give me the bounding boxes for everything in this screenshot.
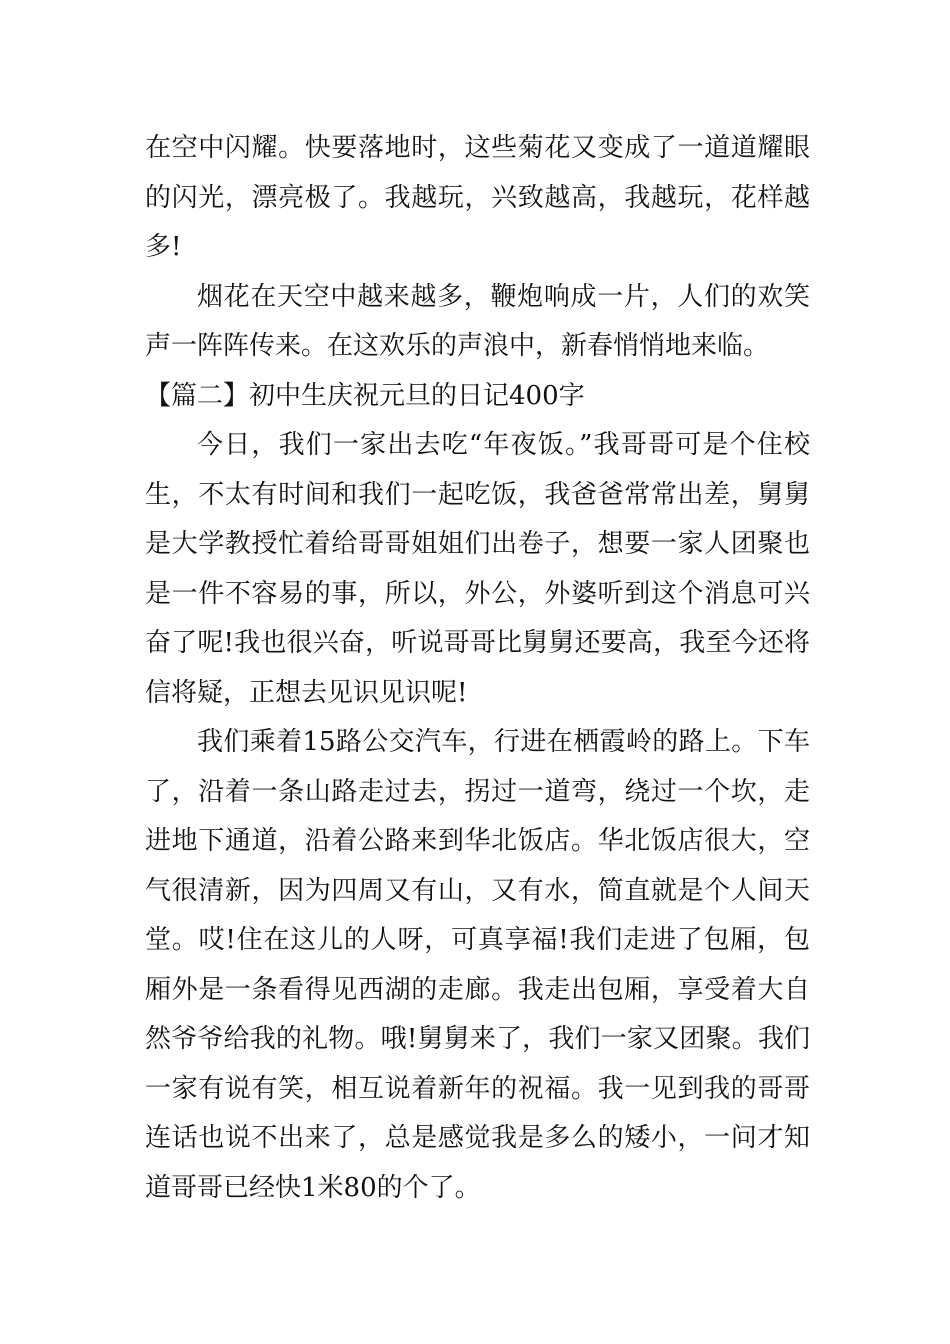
document-page: [145, 124, 810, 1213]
section-heading: 【篇二】初中生庆祝元旦的日记400字: [145, 380, 585, 411]
paragraph-bus-trip: 我们乘着15路公交汽车，行进在栖霞岭的路上。下车了，沿着一条山路走过去，拐过一道弯，绕过一个坎，走进地下通道，沿着公路来到华北饭店。华北饭店很大，空气很清新，因为四周又有山，又有水，简直就是个人间天堂。哎!住在这儿的人呀，可真享福!我们走进了包厢，包厢外是一条看得见西湖的走廊。我走出包厢，享受着大自然爷爷给我的礼物。哦!舅舅来了，我们一家又团聚。我们一家有说有笑，相互说着新年的祝福。我一见到我的哥哥连话也说不出来了，总是感觉我是多么的矮小，一问才知道哥哥已经快1米80的个了。: [145, 727, 810, 1203]
paragraph-continued: 在空中闪耀。快要落地时，这些菊花又变成了一道道耀眼的闪光，漂亮极了。我越玩，兴致越高，我越玩，花样越多!: [145, 133, 810, 262]
paragraph-new-year-dinner: 今日，我们一家出去吃“年夜饭。”我哥哥可是个住校生，不太有时间和我们一起吃饭，我爸爸常常出差，舅舅是大学教授忙着给哥哥姐姐们出卷子，想要一家人团聚也是一件不容易的事，所以，外公，外婆听到这个消息可兴奋了呢!我也很兴奋，听说哥哥比舅舅还要高，我至今还将信将疑，正想去见识见识呢!: [145, 430, 810, 708]
paragraph-fireworks: 烟花在天空中越来越多，鞭炮响成一片，人们的欢笑声一阵阵传来。在这欢乐的声浪中，新春悄悄地来临。: [145, 281, 810, 361]
